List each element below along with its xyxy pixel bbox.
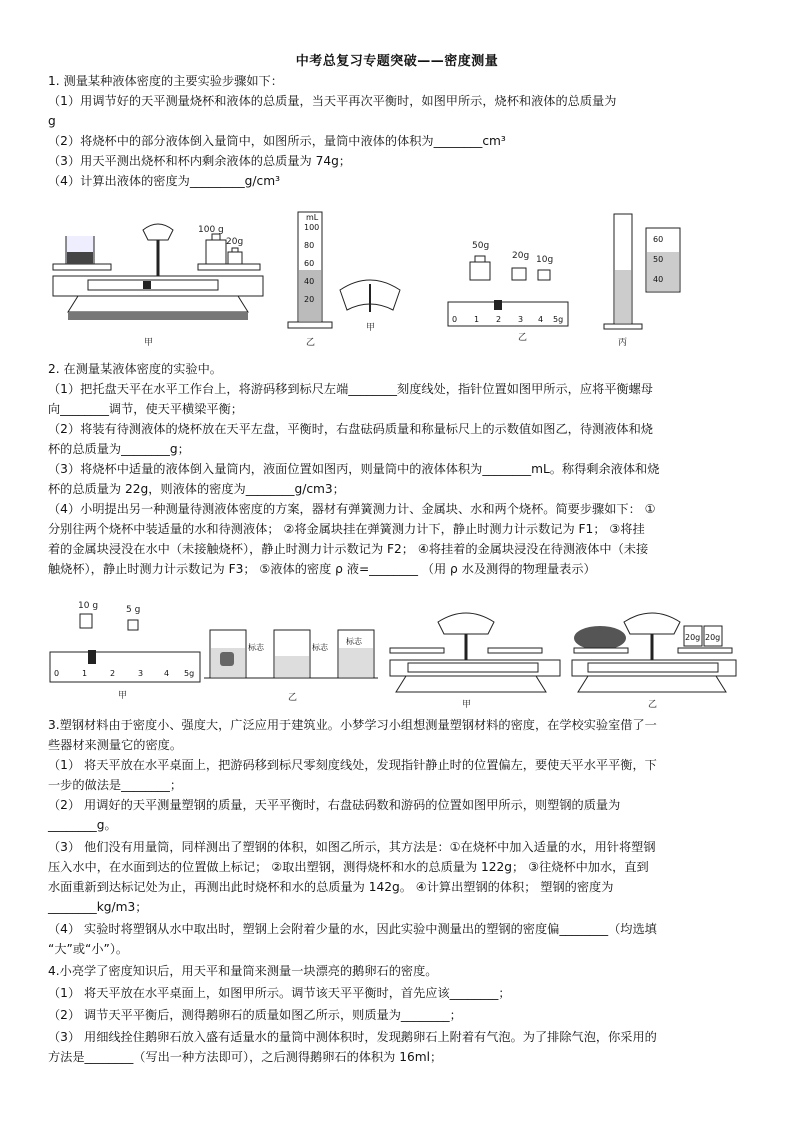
scale2-tick-5g: 5g [184,669,195,678]
page-title: 中考总复习专题突破——密度测量 [295,54,499,69]
q2-step1-cont: 向________调节，使天平横梁平衡； [48,402,243,416]
q2-step3: （3）将烧杯中适量的液体倒入量筒内，液面位置如图丙，则量筒中的液体体积为________mL。称得剩余液体和烧 [48,462,660,476]
q3-step2-cont: ________g。 [48,818,117,832]
q2-step4-cont1: 分别往两个烧杯中装适量的水和待测液体； ②将金属块挂在弹簧测力计下，静止时测力计示数记为 F1； ③将挂 [48,522,645,536]
cyl-tick-60: 60 [304,259,315,268]
q2-intro: 2. 在测量某液体密度的实验中。 [48,362,222,376]
cyl-tick-80: 80 [304,241,315,250]
scale2-tick-2: 2 [110,669,116,678]
q4-step3-cont: 方法是________（写出一种方法即可），之后测得鹅卵石的体积为 16ml； [48,1050,443,1064]
scale-tick-3: 3 [518,315,524,324]
q3-step2: （2） 用调好的天平测量塑钢的质量，天平平衡时，右盘砝码数和游码的位置如图甲所示，则塑钢的质量为 [48,798,621,812]
q3-step3-cont3: ________kg/m3； [48,900,148,914]
cylinder-figure-bing [604,214,680,348]
balance-figure-jia [53,224,263,348]
q3-intro: 3.塑钢材料由于密度小、强度大，广泛应用于建筑业。小梦学习小组想测量塑钢材料的密度，在学校实验室借了一 [48,718,657,732]
caption-jia-1: 甲 [144,338,154,348]
cylinder-figure-yi [288,212,332,348]
weights-scale-jia-2 [50,601,200,701]
zoom-tick-60: 60 [653,235,664,244]
scale-tick-4: 4 [538,315,544,324]
mark-label-2: 标志 [312,643,328,652]
q4-step3: （3） 用细线拴住鹅卵石放入盛有适量水的量筒中测体积时，发现鹅卵石上附着有气泡。为了排除气泡，你采用的 [48,1030,657,1044]
q3-step4-cont: “大”或“小”）。 [48,942,129,956]
figure-row-1 [48,200,708,350]
caption-yi-3: 乙 [288,693,298,703]
pointer-dial-jia [340,280,400,333]
zoom-tick-50: 50 [653,255,664,264]
figure-row-2 [48,592,738,712]
q4-step2: （2） 调节天平平衡后，测得鹅卵石的质量如图乙所示，则质量为________； [48,1008,462,1022]
figure-row-2-svg [48,592,738,712]
scale2-tick-4: 4 [164,669,170,678]
q3-step3-cont1: 压入水中，在水面到达的位置做上标记； ②取出塑钢，测得烧杯和水的总质量为 122g； ③往烧杯中加水，直到 [48,860,649,874]
weights-scale-yi [448,241,568,343]
scale-tick-2: 2 [496,315,502,324]
weight-label-5g: 5 g [126,605,141,615]
q4-intro: 4.小亮学了密度知识后，用天平和量筒来测量一块漂亮的鹅卵石的密度。 [48,964,438,978]
scale-tick-0: 0 [452,315,458,324]
caption-yi-1: 乙 [306,338,316,348]
q3-step1-cont: 一步的做法是________； [48,778,183,792]
balance-figure-yi-q3 [572,613,736,710]
q1-step1: （1）用调节好的天平测量烧杯和液体的总质量，当天平再次平衡时，如图甲所示，烧杯和液体的总质量为 [48,94,617,108]
cyl-tick-40: 40 [304,277,315,286]
mark-label-1: 标志 [248,643,264,652]
q3-intro-cont: 些器材来测量它的密度。 [48,738,183,752]
q2-step4-cont2: 着的金属块浸没在水中（未接触烧杯），静止时测力计示数记为 F2； ④将挂着的金属块浸没在待测液体中（未接 [48,542,649,556]
weight-label-100g: 100 g [198,225,224,235]
caption-yi-2: 乙 [518,333,528,343]
q2-step2: （2）将装有待测液体的烧杯放在天平左盘，平衡时，右盘砝码质量和称量标尺上的示数值如图乙，待测液体和烧 [48,422,653,436]
caption-bing: 丙 [618,338,628,348]
q2-step4-cont3: 触烧杯），静止时测力计示数记为 F3； ⑤液体的密度 ρ 液=________ （用 ρ 水及测得的物理量表示） [48,562,596,576]
q1-step4: （4）计算出液体的密度为_________g/cm³ [48,174,280,188]
q3-step1: （1） 将天平放在水平桌面上，把游码移到标尺零刻度线处，发现指针静止时的位置偏左，要使天平水平平衡，下 [48,758,657,772]
q2-step4: （4）小明提出另一种测量待测液体密度的方案，器材有弹簧测力计、金属块、水和两个烧杯。简要步骤如下： ① [48,502,656,516]
q1-step1-unit: g [48,114,56,128]
q2-step2-cont: 杯的总质量为________g； [48,442,190,456]
q2-step3-cont: 杯的总质量为 22g，则液体的密度为________g/cm3； [48,482,345,496]
q1-step2: （2）将烧杯中的部分液体倒入量筒中，如图所示，量筒中液体的体积为________cm³ [48,134,506,148]
scale2-tick-0: 0 [54,669,60,678]
caption-jia-3: 甲 [118,691,128,701]
weight-label-10g-2: 10 g [78,601,99,611]
scale-tick-1: 1 [474,315,480,324]
balance-figure-jia-q3 [390,613,560,710]
zoom-tick-40: 40 [653,275,664,284]
caption-yi-4: 乙 [648,700,658,710]
scale2-tick-3: 3 [138,669,144,678]
q3-step4: （4） 实验时将塑钢从水中取出时，塑钢上会附着少量的水，因此实验中测量出的塑钢的密度偏________（均选填 [48,922,657,936]
cyl-tick-100: 100 [304,223,320,232]
figure-row-1-svg [48,200,708,350]
weight-label-20g-q3a: 20g [685,633,701,642]
q3-step3: （3） 他们没有用量筒，同样测出了塑钢的体积，如图乙所示，其方法是：①在烧杯中加入适量的水，用针将塑钢 [48,840,656,854]
q4-step1: （1） 将天平放在水平桌面上，如图甲所示。调节该天平平衡时，首先应该________； [48,986,511,1000]
beakers-figure-yi [204,630,378,703]
q1-step3: （3）用天平测出烧杯和杯内剩余液体的总质量为 74g； [48,154,351,168]
q2-step1: （1）把托盘天平在水平工作台上，将游码移到标尺左端________刻度线处，指针位置如图甲所示，应将平衡螺母 [48,382,653,396]
scale2-tick-1: 1 [82,669,88,678]
scale-tick-5g: 5g [553,315,564,324]
q1-intro: 1. 测量某种液体密度的主要实验步骤如下： [48,74,283,88]
weight-label-20g-q3b: 20g [705,633,721,642]
caption-jia-2: 甲 [366,323,376,333]
cylinder-unit: mL [306,213,319,222]
cyl-tick-20: 20 [304,295,315,304]
weight-label-20g-b: 20g [512,251,530,261]
caption-jia-4: 甲 [462,700,472,710]
weight-label-20g: 20g [226,237,244,247]
weight-label-10g: 10g [536,255,554,265]
mark-label-3: 标志 [346,637,362,646]
weight-label-50g: 50g [472,241,490,251]
q3-step3-cont2: 水面重新到达标记处为止，再测出此时烧杯和水的总质量为 142g。 ④计算出塑钢的体积； 塑钢的密度为 [48,880,614,894]
